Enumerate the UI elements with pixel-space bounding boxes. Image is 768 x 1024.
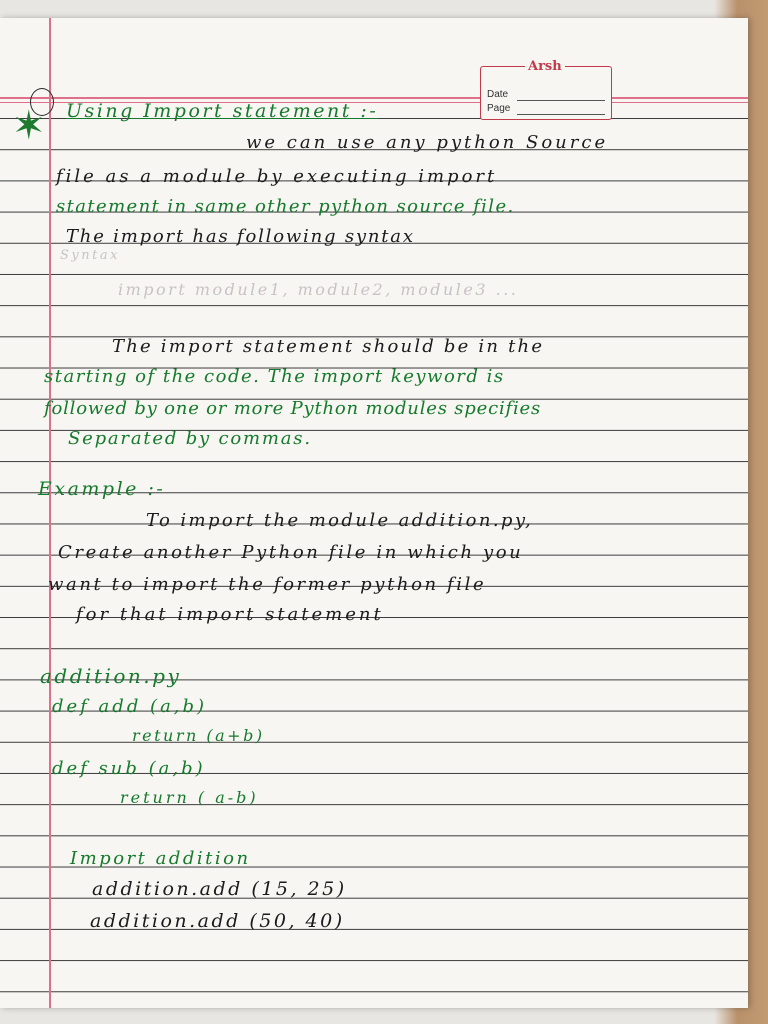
text-line: The import statement should be in the bbox=[112, 336, 545, 357]
date-label: Date bbox=[487, 89, 509, 100]
date-page-box bbox=[480, 59, 612, 120]
text-line: Create another Python file in which you bbox=[58, 542, 524, 563]
text-line: file as a module by executing import bbox=[56, 166, 498, 187]
text-line: statement in same other python source file. bbox=[56, 196, 515, 217]
page-label: Page bbox=[487, 103, 511, 114]
code-line: Import addition bbox=[70, 848, 251, 869]
text-line: we can use any python Source bbox=[246, 132, 609, 153]
text-line: The import has following syntax bbox=[66, 226, 415, 247]
text-line: followed by one or more Python modules specifies bbox=[44, 398, 542, 419]
heading-using-import: Using Import statement :- bbox=[66, 100, 379, 122]
faded-syntax-label: Syntax bbox=[60, 248, 120, 263]
page-line bbox=[517, 114, 605, 115]
star-icon: ✶ bbox=[12, 103, 46, 149]
notebook-brand: Arsh bbox=[525, 59, 565, 74]
faded-syntax-line: import module1, module2, module3 ... bbox=[118, 280, 519, 299]
code-line: return ( a-b) bbox=[120, 788, 259, 807]
text-line: To import the module addition.py, bbox=[146, 510, 534, 531]
notebook-page bbox=[0, 18, 748, 1008]
example-heading: Example :- bbox=[38, 478, 166, 500]
code-line: addition.add (50, 40) bbox=[90, 910, 345, 932]
code-line: addition.add (15, 25) bbox=[92, 878, 347, 900]
date-line bbox=[517, 100, 605, 101]
code-line: def add (a,b) bbox=[52, 696, 208, 717]
margin-line bbox=[49, 18, 51, 1008]
code-line: def sub (a,b) bbox=[52, 758, 206, 779]
text-line: starting of the code. The import keyword is bbox=[44, 366, 505, 387]
code-line: addition.py bbox=[40, 664, 182, 688]
text-line: Separated by commas. bbox=[68, 428, 312, 449]
text-line: want to import the former python file bbox=[48, 574, 487, 595]
text-line: for that import statement bbox=[76, 604, 384, 625]
header-rule bbox=[0, 97, 748, 99]
code-line: return (a+b) bbox=[132, 726, 265, 745]
